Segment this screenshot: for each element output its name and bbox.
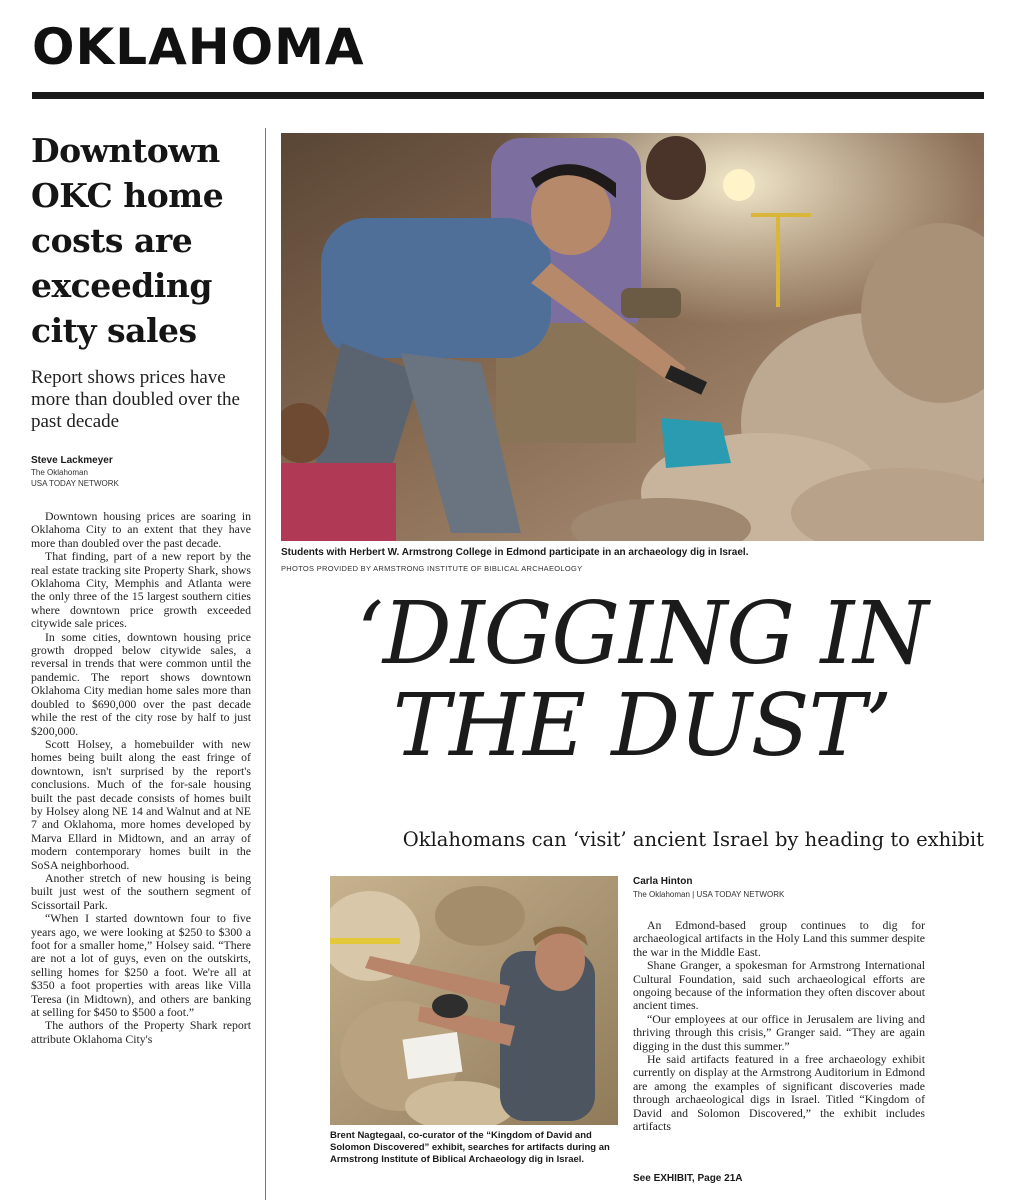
byline-network: USA TODAY NETWORK [31,479,119,488]
body-paragraph: An Edmond-based group continues to dig for archaeological artifacts in the Holy Land this summer despite the war in the Middle East. [633,918,925,959]
dig-photo-caption: Students with Herbert W. Armstrong College in Edmond participate in an archaeology dig in Israel. [281,547,749,558]
body-paragraph: Another stretch of new housing is being built just west of the southern segment of Scissortail Park. [31,870,251,912]
feature-headline [300,584,984,776]
feature-byline-paper: The Oklahoman | USA TODAY NETWORK [633,890,785,899]
feature-byline-author: Carla Hinton [633,876,693,887]
body-paragraph: That finding, part of a new report by the real estate tracking site Property Shark, shows Oklahoma City, Memphis and Atlanta were the only three of the 15 largest southern cities where downtown price growth exceeded citywide sale prices. [31,549,251,631]
body-paragraph: Shane Granger, a spokesman for Armstrong International Cultural Foundation, said such archaeological efforts are ongoing because of the information they often discover about ancient times. [633,958,925,1013]
body-paragraph: The authors of the Property Shark report attribute Oklahoma City's [31,1018,251,1046]
feature-headline-line-1: ‘DIGGING IN [356,584,928,684]
feature-headline-line-2: THE DUST’ [392,676,892,776]
left-article-byline [31,455,251,488]
feature-article-body [633,919,925,1134]
body-paragraph: “Our employees at our office in Jerusalem are living and thriving through this crisis,” Granger said. “They are again digging in the dust this summer.” [633,1011,925,1053]
byline-author: Steve Lackmeyer [31,455,113,466]
body-paragraph: “When I started downtown four to five years ago, we were looking at $250 to $300 a foot for a smaller home,” Holsey said. “There are not a lot of guys, even on the outskirts, selling homes for $250 a foot. We're all at $350 a foot properties with areas like Villa Teresa (in Midtown), and others are banking at selling for $450 to $500 a foot.” [31,911,251,1020]
body-paragraph: Scott Holsey, a homebuilder with new homes being built along the east fringe of downtown, isn't surprised by the report's conclusions. Much of the for-sale housing built the past decade consists of homes built by Holsey along NE 14 and Walnut and at NE 7 and Oklahoma, more homes developed by Marva Ellard in Midtown, and an array of modern contemporary homes built in the SoSA neighborhood. [31,736,251,872]
left-article-subhead: Report shows prices have more than doubled over the past decade [31,367,240,432]
dig-photo [281,133,984,541]
byline-paper: The Oklahoman [31,468,88,477]
left-article [31,128,251,1046]
body-paragraph: In some cities, downtown housing price growth dropped below citywide sales, a reversal in trends that were common until the pandemic. The report shows downtown Oklahoma City median home sales more than doubled to $690,000 over the past decade while the rest of the city rose by half to just $200,000. [31,629,251,738]
dig-photo-credit: PHOTOS PROVIDED BY ARMSTRONG INSTITUTE OF BIBLICAL ARCHAEOLOGY [281,564,583,573]
feature-deck: Oklahomans can ‘visit’ ancient Israel by heading to exhibit [402,828,984,851]
curator-photo [330,876,618,1125]
body-paragraph: He said artifacts featured in a free archaeology exhibit currently on display at the Armstrong Auditorium in Edmond are among the examples of significant discoveries made through archaeological digs in Israel. Titled “Kingdom of David and Solomon Discovered,” the exhibit includes artifacts [633,1052,925,1134]
section-title: OKLAHOMA [32,18,365,76]
left-article-headline: Downtown OKC home costs are exceeding city sales [31,131,224,350]
left-article-body [31,510,251,1046]
curator-photo-caption: Brent Nagtegaal, co-curator of the “Kingdom of David and Solomon Discovered” exhibit, searches for artifacts during an Armstrong Institute of Biblical Archaeology dig in Israel. [330,1130,610,1165]
feature-article [633,876,925,1134]
body-paragraph: Downtown housing prices are soaring in Oklahoma City to an extent that they have more than doubled over the past decade. [31,509,251,550]
column-divider [265,128,266,1200]
jump-link[interactable]: See EXHIBIT, Page 21A [633,1173,743,1184]
top-rule-divider [32,92,984,99]
